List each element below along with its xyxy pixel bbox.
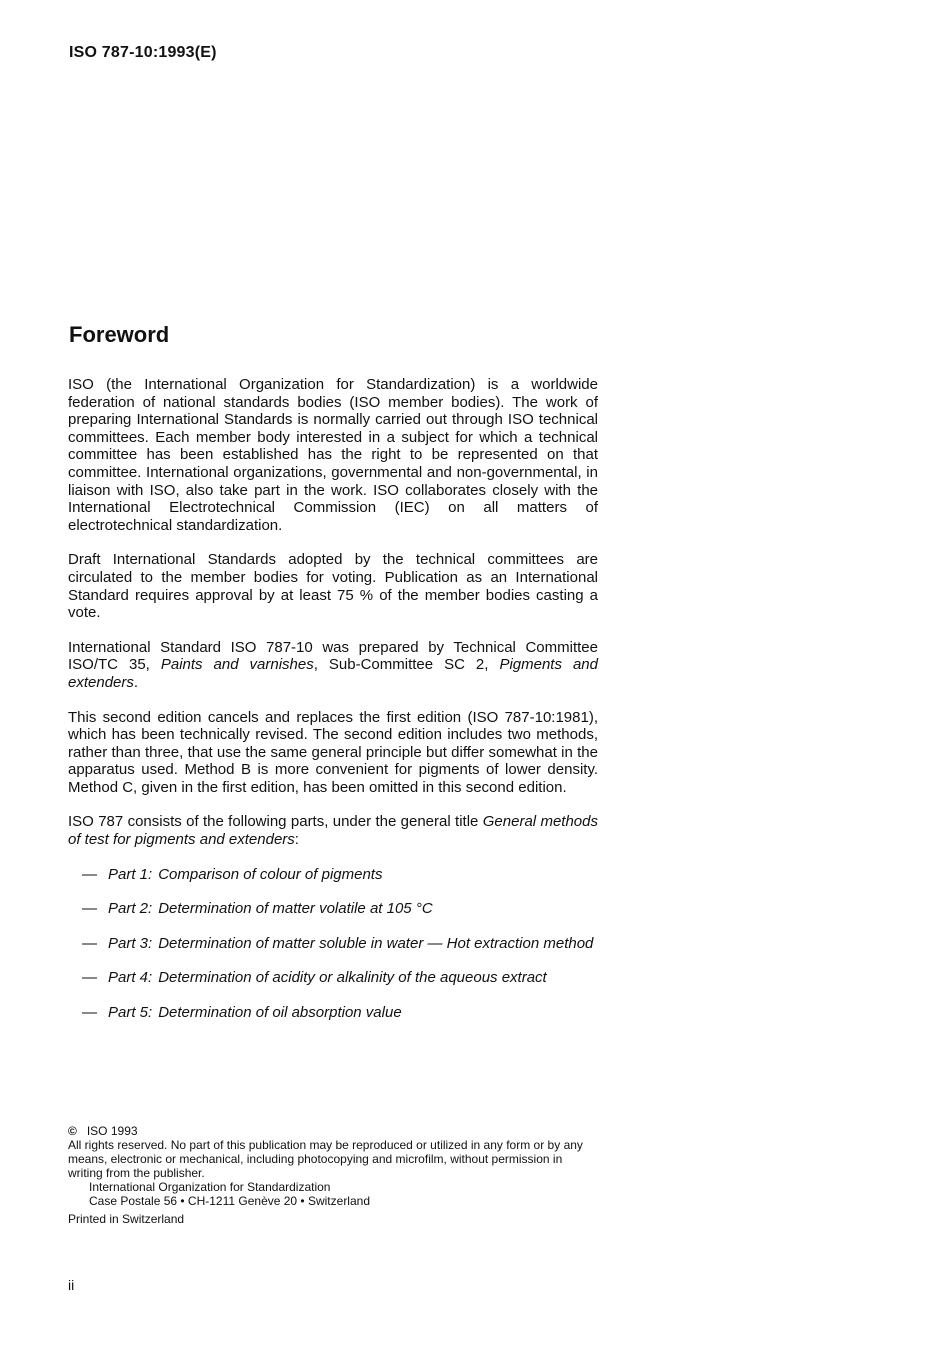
paragraph-edition: This second edition cancels and replaces the first edition (ISO 787-10:1981), which has been technically revised. The second edition includes two methods, rather than three, that use the same general principle but differ somewhat in the apparatus used. Method B is more convenient for pigments of lower density. Method C, given in the first edition, has been omitted in this second edition. — [68, 708, 598, 796]
list-item — [68, 969, 598, 987]
list-item — [68, 1004, 598, 1022]
parts-list — [68, 866, 598, 1022]
publisher-name: International Organization for Standardization — [89, 1180, 331, 1194]
part-text: Determination of matter soluble in water — Hot extraction method — [158, 934, 594, 952]
foreword-body — [68, 376, 598, 1039]
publisher-address: Case Postale 56 • CH-1211 Genève 20 • Switzerland — [89, 1194, 370, 1208]
copyright-notice: All rights reserved. No part of this publication may be reproduced or utilized in any form or by any means, electronic or mechanical, including photocopying and microfilm, without permission in writing from the publisher. — [68, 1138, 583, 1180]
page-number: ii — [68, 1277, 75, 1293]
copyright-year: ISO 1993 — [86, 1124, 138, 1138]
copyright-block — [68, 1124, 600, 1226]
copyright-symbol: © — [68, 1124, 77, 1138]
list-item — [68, 900, 598, 918]
paragraph-prepared-by — [68, 639, 598, 692]
subcommittee-title: Pigments and extenders — [68, 656, 598, 691]
part-label: Part 2: — [108, 900, 153, 918]
committee-title: Paints and varnishes — [160, 656, 314, 674]
text: International Standard ISO 787-10 was prepared by Technical Committee ISO/TC 35, — [68, 638, 598, 674]
printed-location: Printed in Switzerland — [68, 1212, 185, 1226]
dash: — — [82, 900, 97, 918]
paragraph-iso-intro: ISO (the International Organization for Standardization) is a worldwide federation of national standards bodies (ISO member bodies). The work of preparing International Standards is normally carried out through ISO technical committees. Each member body interested in a subject for which a technical committee has been established has the right to be represented on that committee. International organizations, governmental and non-governmental, in liaison with ISO, also take part in the work. ISO collaborates closely with the International Electrotechnical Commission (IEC) on all matters of electrotechnical standardization. — [68, 376, 598, 534]
list-item — [68, 866, 598, 884]
paragraph-parts-intro — [68, 813, 598, 848]
part-label: Part 4: — [108, 969, 153, 987]
copyright-line — [68, 1124, 600, 1138]
text: . — [133, 673, 139, 691]
part-text: Comparison of colour of pigments — [158, 865, 383, 883]
part-text: Determination of matter volatile at 105 °C — [158, 900, 433, 918]
text: : — [294, 831, 299, 849]
part-label: Part 3: — [108, 934, 153, 952]
dash: — — [82, 969, 97, 987]
dash: — — [82, 1004, 97, 1022]
general-title: General methods of test for pigments and extenders — [68, 813, 598, 849]
dash: — — [82, 865, 97, 883]
part-text: Determination of oil absorption value — [158, 1004, 402, 1022]
dash: — — [82, 934, 97, 952]
list-item — [68, 935, 598, 953]
part-label: Part 5: — [108, 1004, 153, 1022]
document-reference: ISO 787-10:1993(E) — [69, 44, 217, 61]
page-title: Foreword — [69, 322, 170, 347]
part-label: Part 1: — [108, 865, 153, 883]
text: ISO 787 consists of the following parts, under the general title — [68, 813, 483, 831]
part-text: Determination of acidity or alkalinity of the aqueous extract — [158, 969, 547, 987]
text: , Sub-Committee SC 2, — [313, 656, 500, 674]
paragraph-draft-standards: Draft International Standards adopted by the technical committees are circulated to the member bodies for voting. Publication as an International Standard requires approval by at least 75 % of the member bodies casting a vote. — [68, 551, 598, 622]
